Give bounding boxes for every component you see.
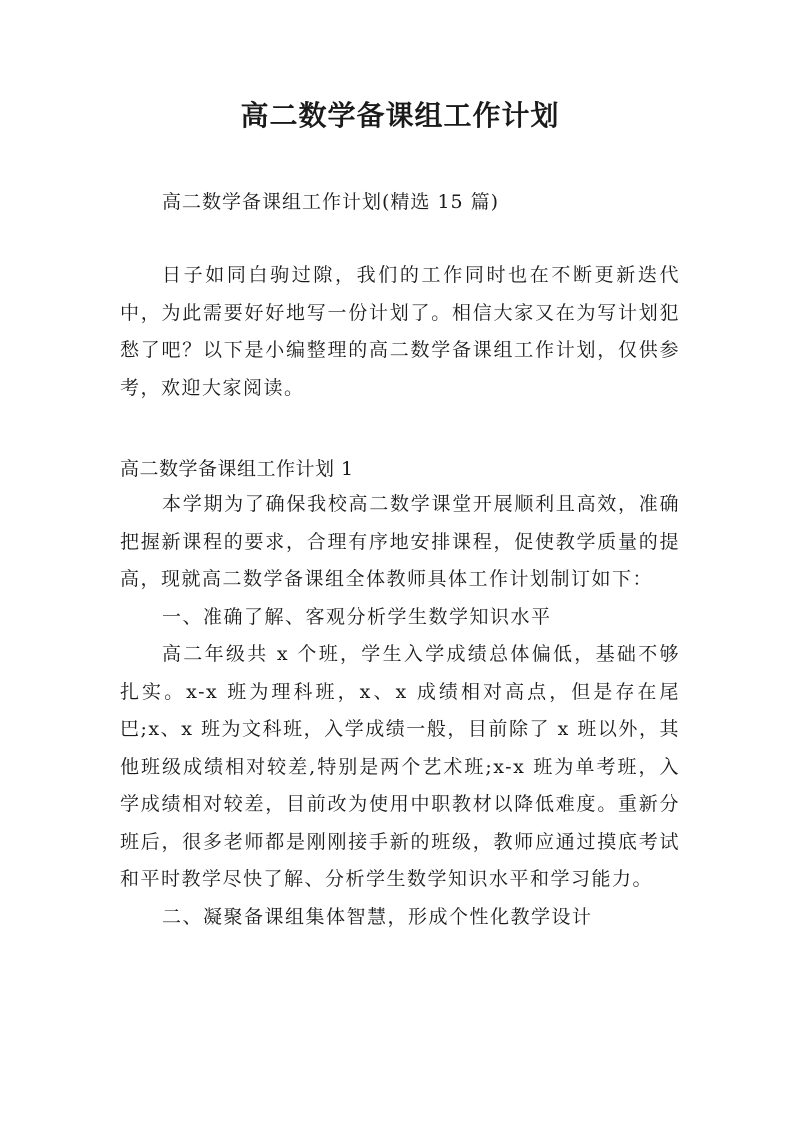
section-body bbox=[120, 486, 680, 936]
intro-paragraph: 日子如同白驹过隙，我们的工作同时也在不断更新迭代中，为此需要好好地写一份计划了。相信大家又在为写计划犯愁了吧？以下是小编整理的高二数学备课组工作计划，仅供参考，欢迎大家阅读。 bbox=[120, 264, 680, 399]
subheading-2: 二、凝聚备课组集体智慧，形成个性化教学设计 bbox=[162, 905, 593, 928]
subheading-1: 一、准确了解、客观分析学生数学知识水平 bbox=[162, 605, 552, 628]
body-paragraph: 本学期为了确保我校高二数学课堂开展顺利且高效，准确把握新课程的要求，合理有序地安排课程，促使教学质量的提高，现就高二数学备课组全体教师具体工作计划制订如下： bbox=[120, 493, 680, 590]
document-title: 高二数学备课组工作计划 bbox=[240, 99, 560, 132]
body-paragraph: 高二年级共 x 个班，学生入学成绩总体偏低，基础不够扎实。x-x 班为理科班，x、x 成绩相对高点，但是存在尾巴;x、x 班为文科班，入学成绩一般，目前除了 x 班以外，其他班级成绩相对较差,特别是两个艺术班;x-x 班为单考班，入学成绩相对较差，目前改为使用中职教材以降低难度。重新分班后，很多老师都是刚刚接手新的班级，教师应通过摸底考试和平时教学尽快了解、分析学生数学知识水平和学习能力。 bbox=[120, 643, 680, 890]
document-subtitle: 高二数学备课组工作计划(精选 15 篇) bbox=[162, 191, 500, 213]
section-heading: 高二数学备课组工作计划 1 bbox=[120, 458, 354, 480]
